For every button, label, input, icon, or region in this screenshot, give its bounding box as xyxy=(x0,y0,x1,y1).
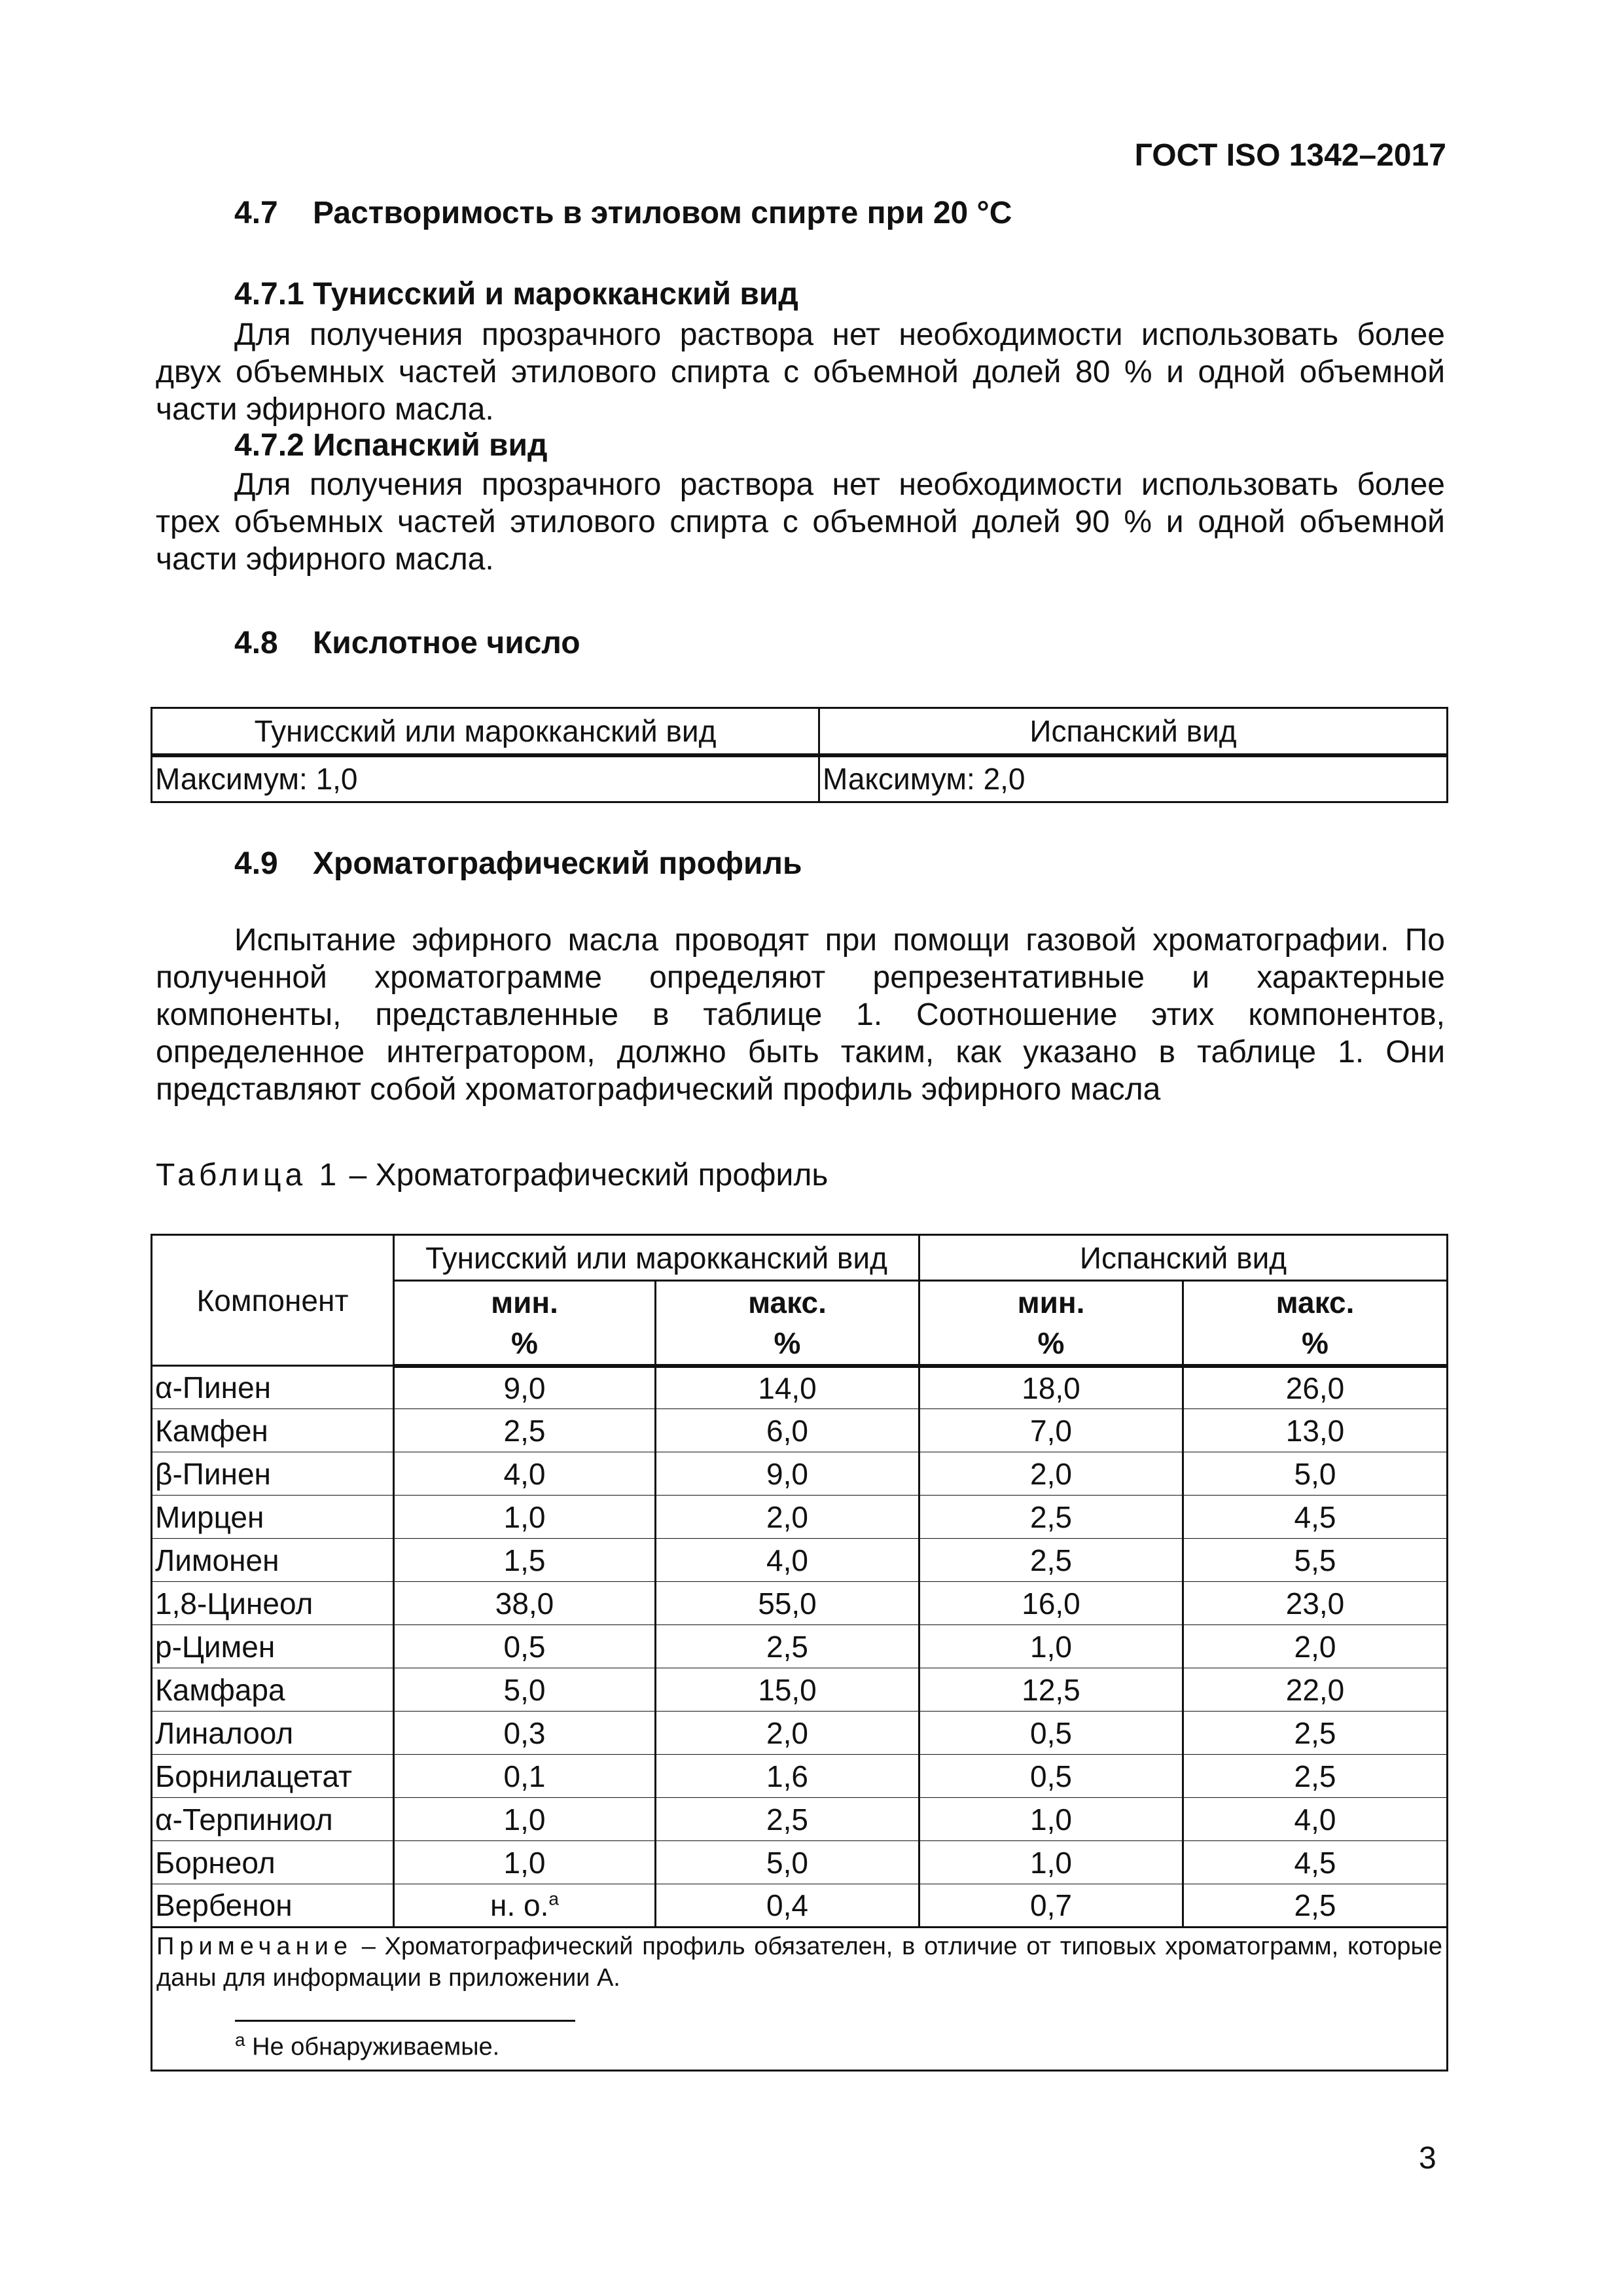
tunisian-max: 1,6 xyxy=(656,1755,919,1798)
table-header-row xyxy=(152,708,1448,755)
header-spanish-min xyxy=(919,1281,1183,1366)
header-tunisian-group: Туниcский или марокканский вид xyxy=(394,1235,919,1281)
tunisian-min: 5,0 xyxy=(394,1668,656,1712)
table-row xyxy=(152,1582,1448,1625)
tunisian-max: 14,0 xyxy=(656,1366,919,1409)
table-row xyxy=(152,1539,1448,1582)
spanish-max: 5,0 xyxy=(1183,1452,1448,1496)
note-body: – Хроматографический профиль обязателен, в отличие от типовых хроматограмм, которые даны для информации в приложении А. xyxy=(156,1933,1442,1992)
unit-label: % xyxy=(1037,1325,1065,1360)
footnote-ref: a xyxy=(548,1888,559,1909)
table-row xyxy=(152,1712,1448,1755)
section-number: 4.8 xyxy=(234,626,278,660)
header-component: Компонент xyxy=(152,1235,394,1366)
caption-label: Таблица 1 xyxy=(156,1158,341,1193)
tunisian-min xyxy=(394,1884,656,1928)
component-name: Линалоол xyxy=(152,1712,394,1755)
component-name: p-Цимен xyxy=(152,1625,394,1668)
section-4-9-heading xyxy=(234,846,802,882)
chromatographic-profile-table xyxy=(151,1234,1448,2072)
section-title: Хроматографический профиль xyxy=(313,846,802,881)
footnote-text: Не обнаруживаемые. xyxy=(245,2033,500,2061)
table-row xyxy=(152,1625,1448,1668)
header-tunisian: Туниcский или марокканский вид xyxy=(152,708,819,755)
tunisian-max: 0,4 xyxy=(656,1884,919,1928)
spanish-max: 23,0 xyxy=(1183,1582,1448,1625)
header-spanish-group: Испанский вид xyxy=(919,1235,1448,1281)
tunisian-min: 1,5 xyxy=(394,1539,656,1582)
spanish-min: 16,0 xyxy=(919,1582,1183,1625)
tunisian-max: 15,0 xyxy=(656,1668,919,1712)
tunisian-max: 2,0 xyxy=(656,1496,919,1539)
table-body xyxy=(152,1366,1448,1884)
spanish-max: 2,5 xyxy=(1183,1755,1448,1798)
table-row xyxy=(152,1409,1448,1452)
table-row xyxy=(152,1452,1448,1496)
tunisian-min: 1,0 xyxy=(394,1496,656,1539)
spanish-min: 0,7 xyxy=(919,1884,1183,1928)
document-code: ГОСТ ISO 1342–2017 xyxy=(1134,138,1446,173)
acid-number-table xyxy=(151,707,1448,803)
spanish-min: 2,5 xyxy=(919,1539,1183,1582)
section-4-9-text: Испытание эфирного масла проводят при помощи газовой хроматографии. По полученной хроматограмме определяют репрезентативные и характерные компоненты, представленные в таблице 1. Соотношение этих компонентов, определенное интегратором, должно быть таким, как указано в таблице 1. Они представляют собой хроматографический профиль эфирного масла xyxy=(156,923,1445,1107)
section-4-7-1-text: Для получения прозрачного раствора нет необходимости использовать более двух объемных частей этилового спирта с объемной долей 80 % и одной объемной части эфирного масла. xyxy=(156,317,1445,427)
section-title: Кислотное число xyxy=(313,626,580,660)
max-label: макс. xyxy=(1275,1285,1355,1319)
component-name: Лимонен xyxy=(152,1539,394,1582)
table-note-row xyxy=(152,1928,1448,2071)
page-number: 3 xyxy=(1419,2141,1436,2176)
caption-title: – Хроматографический профиль xyxy=(340,1158,829,1193)
section-4-7-1-heading: 4.7.1 Тунисский и марокканский вид xyxy=(234,277,798,312)
value-tunisian: Максимум: 1,0 xyxy=(152,755,819,802)
spanish-max: 2,5 xyxy=(1183,1712,1448,1755)
max-label: макс. xyxy=(748,1285,827,1319)
spanish-max: 22,0 xyxy=(1183,1668,1448,1712)
tunisian-min: 9,0 xyxy=(394,1366,656,1409)
section-title: Растворимость в этиловом спирте при 20 °С xyxy=(313,196,1012,230)
spanish-max: 4,5 xyxy=(1183,1496,1448,1539)
spanish-min: 1,0 xyxy=(919,1625,1183,1668)
spanish-min: 2,0 xyxy=(919,1452,1183,1496)
tunisian-min: 0,1 xyxy=(394,1755,656,1798)
section-number: 4.7 xyxy=(234,196,278,230)
section-4-7-heading xyxy=(234,195,1012,231)
table-caption xyxy=(156,1157,828,1193)
spanish-max: 2,0 xyxy=(1183,1625,1448,1668)
footnote-divider xyxy=(235,2020,575,2022)
tunisian-min: 0,3 xyxy=(394,1712,656,1755)
table-note xyxy=(152,1928,1448,2071)
component-name: Вербенон xyxy=(152,1884,394,1928)
section-4-7-2-heading: 4.7.2 Испанский вид xyxy=(234,428,548,463)
spanish-max: 2,5 xyxy=(1183,1884,1448,1928)
component-name: Мирцен xyxy=(152,1496,394,1539)
table-row xyxy=(152,1884,1448,1928)
spanish-min: 18,0 xyxy=(919,1366,1183,1409)
value-spanish: Максимум: 2,0 xyxy=(819,755,1448,802)
header-tunisian-max xyxy=(656,1281,919,1366)
min-label: мин. xyxy=(491,1285,558,1319)
min-label: мин. xyxy=(1017,1285,1085,1319)
spanish-max: 4,0 xyxy=(1183,1798,1448,1841)
tunisian-min: 2,5 xyxy=(394,1409,656,1452)
component-name: Камфара xyxy=(152,1668,394,1712)
footnote xyxy=(235,2024,1442,2063)
unit-label: % xyxy=(1302,1325,1329,1360)
component-name: 1,8-Цинеол xyxy=(152,1582,394,1625)
tunisian-max: 6,0 xyxy=(656,1409,919,1452)
footnote-mark: a xyxy=(235,2030,245,2050)
tunisian-min: 0,5 xyxy=(394,1625,656,1668)
component-name: Борнилацетат xyxy=(152,1755,394,1798)
table-row xyxy=(152,755,1448,802)
tunisian-min: 4,0 xyxy=(394,1452,656,1496)
table-row xyxy=(152,1668,1448,1712)
tunisian-max: 5,0 xyxy=(656,1841,919,1884)
spanish-min: 2,5 xyxy=(919,1496,1183,1539)
spanish-max: 13,0 xyxy=(1183,1409,1448,1452)
component-name: α-Терпиниол xyxy=(152,1798,394,1841)
spanish-min: 12,5 xyxy=(919,1668,1183,1712)
tunisian-max: 2,5 xyxy=(656,1798,919,1841)
spanish-max: 5,5 xyxy=(1183,1539,1448,1582)
component-name: α-Пинен xyxy=(152,1366,394,1409)
header-spanish-max xyxy=(1183,1281,1448,1366)
header-spanish: Испанский вид xyxy=(819,708,1448,755)
section-4-7-2-text: Для получения прозрачного раствора нет необходимости использовать более трех объемных частей этилового спирта с объемной долей 90 % и одной объемной части эфирного масла. xyxy=(156,467,1445,577)
spanish-max: 4,5 xyxy=(1183,1841,1448,1884)
note-text xyxy=(156,1931,1442,1994)
tunisian-max: 55,0 xyxy=(656,1582,919,1625)
spanish-max: 26,0 xyxy=(1183,1366,1448,1409)
table-header-row xyxy=(152,1235,1448,1281)
tunisian-max: 2,5 xyxy=(656,1625,919,1668)
spanish-min: 0,5 xyxy=(919,1755,1183,1798)
tunisian-min: 38,0 xyxy=(394,1582,656,1625)
section-number: 4.9 xyxy=(234,846,278,881)
spanish-min: 7,0 xyxy=(919,1409,1183,1452)
not-detected-value: н. о. xyxy=(490,1888,549,1922)
section-4-8-heading xyxy=(234,625,580,661)
tunisian-max: 4,0 xyxy=(656,1539,919,1582)
spanish-min: 1,0 xyxy=(919,1841,1183,1884)
header-tunisian-min xyxy=(394,1281,656,1366)
table-row xyxy=(152,1798,1448,1841)
note-label: Примечание xyxy=(156,1933,353,1960)
component-name: Борнеол xyxy=(152,1841,394,1884)
tunisian-min: 1,0 xyxy=(394,1798,656,1841)
tunisian-min: 1,0 xyxy=(394,1841,656,1884)
spanish-min: 0,5 xyxy=(919,1712,1183,1755)
tunisian-max: 2,0 xyxy=(656,1712,919,1755)
table-row xyxy=(152,1755,1448,1798)
component-name: Камфен xyxy=(152,1409,394,1452)
spanish-min: 1,0 xyxy=(919,1798,1183,1841)
component-name: β-Пинен xyxy=(152,1452,394,1496)
tunisian-max: 9,0 xyxy=(656,1452,919,1496)
table-row xyxy=(152,1366,1448,1409)
unit-label: % xyxy=(774,1325,801,1360)
table-row xyxy=(152,1496,1448,1539)
unit-label: % xyxy=(511,1325,538,1360)
table-row xyxy=(152,1841,1448,1884)
